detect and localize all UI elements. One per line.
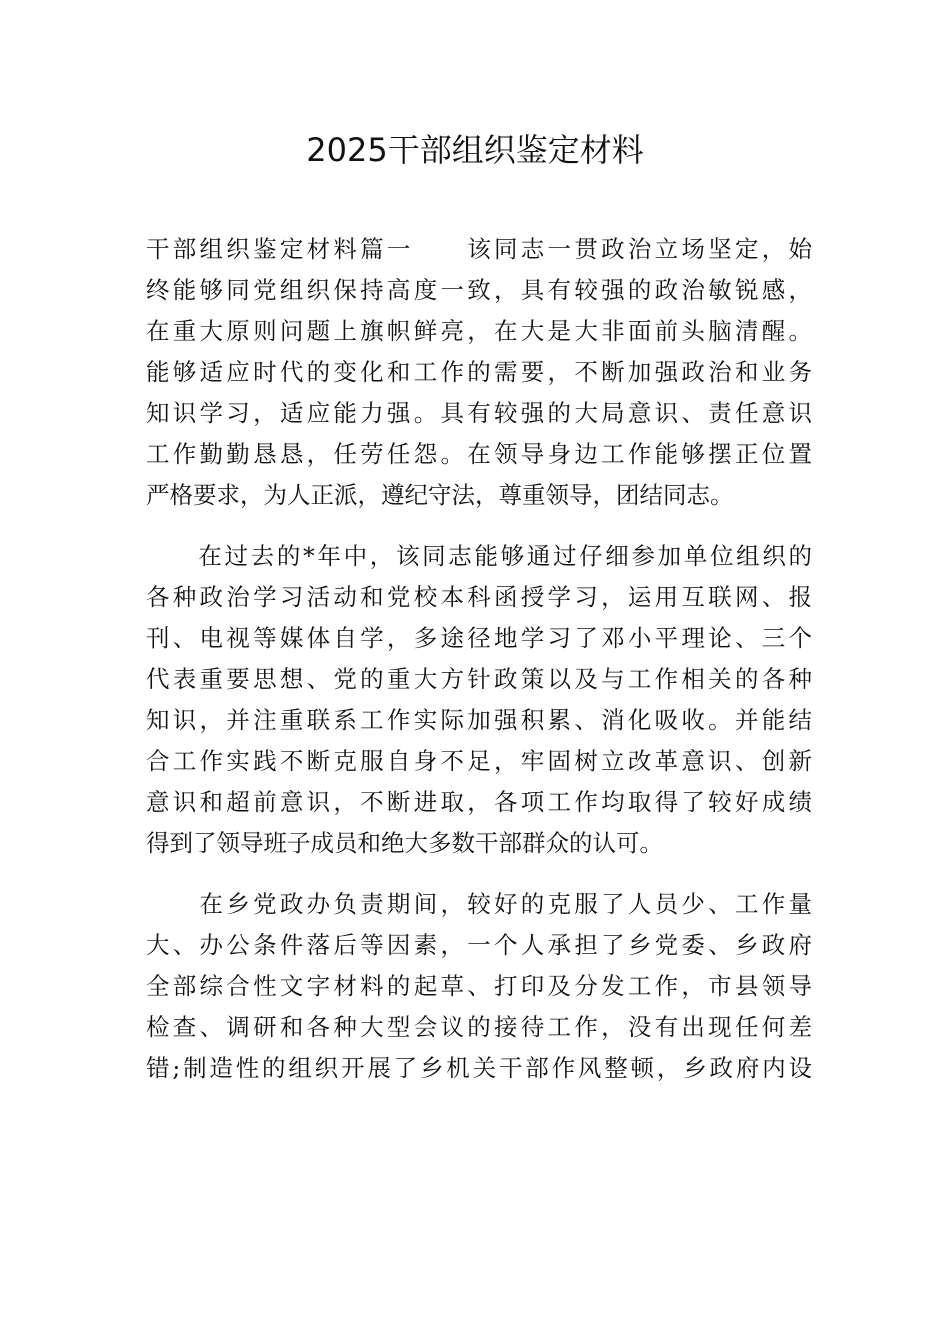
text-line: 在过去的*年中，该同志能够通过仔细参加单位组织的: [146, 542, 812, 570]
text-line: 全部综合性文字材料的起草、打印及分发工作，市县领导: [146, 972, 812, 1000]
text-line: 错;制造性的组织开展了乡机关干部作风整顿，乡政府内设: [146, 1054, 812, 1082]
text-line: 在乡党政办负责期间，较好的克服了人员少、工作量: [146, 890, 812, 918]
text-line: 知识学习，适应能力强。具有较强的大局意识、责任意识: [146, 399, 812, 427]
text-line: 能够适应时代的变化和工作的需要，不断加强政治和业务: [146, 358, 812, 386]
text-line: 刊、电视等媒体自学，多途径地学习了邓小平理论、三个: [146, 624, 812, 652]
text-line: 得到了领导班子成员和绝大多数干部群众的认可。: [146, 829, 663, 857]
text-line: 干部组织鉴定材料篇一 该同志一贯政治立场坚定，始: [146, 235, 812, 263]
text-line: 知识，并注重联系工作实际加强积累、消化吸收。并能结: [146, 706, 812, 734]
text-line: 在重大原则问题上旗帜鲜亮，在大是大非面前头脑清醒。: [146, 317, 812, 345]
document-body: [146, 229, 812, 1089]
page-title: 2025干部组织鉴定材料: [306, 131, 644, 169]
text-line: 代表重要思想、党的重大方针政策以及与工作相关的各种: [146, 665, 812, 693]
text-line: 合工作实践不断克服自身不足，牢固树立改革意识、创新: [146, 747, 812, 775]
text-line: 检查、调研和各种大型会议的接待工作，没有出现任何差: [146, 1013, 812, 1041]
paragraph: [146, 884, 812, 1089]
paragraph: [146, 536, 812, 864]
text-line: 严格要求，为人正派，遵纪守法，尊重领导，团结同志。: [146, 481, 734, 509]
paragraph-spacer: [146, 516, 812, 536]
text-line: 意识和超前意识，不断进取，各项工作均取得了较好成绩: [146, 788, 812, 816]
text-line: 各种政治学习活动和党校本科函授学习，运用互联网、报: [146, 583, 812, 611]
paragraph-spacer: [146, 864, 812, 884]
paragraph: [146, 229, 812, 516]
text-line: 终能够同党组织保持高度一致，具有较强的政治敏锐感，: [146, 276, 812, 304]
text-line: 大、办公条件落后等因素，一个人承担了乡党委、乡政府: [146, 931, 812, 959]
text-line: 工作勤勤恳恳，任劳任怨。在领导身边工作能够摆正位置: [146, 440, 812, 468]
